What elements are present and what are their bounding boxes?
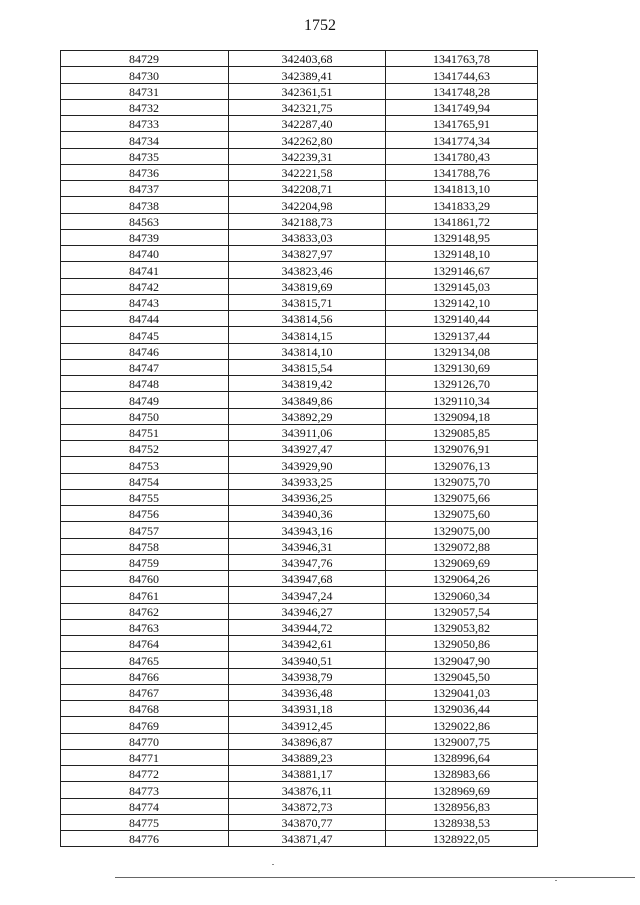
table-row [61, 684, 538, 700]
x-coordinate-cell: 343872,73 [229, 798, 386, 814]
table-row [61, 359, 538, 375]
point-id-cell: 84749 [61, 392, 229, 408]
table-row [61, 148, 538, 164]
y-coordinate-cell: 1329075,66 [386, 489, 538, 505]
y-coordinate-cell: 1329022,86 [386, 717, 538, 733]
table-row [61, 213, 538, 229]
x-coordinate-cell: 342287,40 [229, 116, 386, 132]
y-coordinate-cell: 1341748,28 [386, 83, 538, 99]
point-id-cell: 84563 [61, 213, 229, 229]
x-coordinate-cell: 343931,18 [229, 701, 386, 717]
table-row [61, 376, 538, 392]
x-coordinate-cell: 343938,79 [229, 668, 386, 684]
y-coordinate-cell: 1328983,66 [386, 766, 538, 782]
table-row [61, 489, 538, 505]
x-coordinate-cell: 343814,15 [229, 327, 386, 343]
point-id-cell: 84770 [61, 733, 229, 749]
point-id-cell: 84771 [61, 749, 229, 765]
x-coordinate-cell: 343871,47 [229, 831, 386, 847]
point-id-cell: 84768 [61, 701, 229, 717]
x-coordinate-cell: 342221,58 [229, 164, 386, 180]
point-id-cell: 84753 [61, 457, 229, 473]
point-id-cell: 84766 [61, 668, 229, 684]
point-id-cell: 84757 [61, 522, 229, 538]
point-id-cell: 84775 [61, 814, 229, 830]
y-coordinate-cell: 1329126,70 [386, 376, 538, 392]
table-row [61, 424, 538, 440]
page-number: 1752 [304, 17, 336, 34]
x-coordinate-cell: 342389,41 [229, 67, 386, 83]
x-coordinate-cell: 343819,42 [229, 376, 386, 392]
y-coordinate-cell: 1341774,34 [386, 132, 538, 148]
table-row [61, 83, 538, 99]
point-id-cell: 84751 [61, 424, 229, 440]
x-coordinate-cell: 343943,16 [229, 522, 386, 538]
point-id-cell: 84755 [61, 489, 229, 505]
point-id-cell: 84730 [61, 67, 229, 83]
y-coordinate-cell: 1329007,75 [386, 733, 538, 749]
x-coordinate-cell: 343911,06 [229, 424, 386, 440]
y-coordinate-cell: 1341744,63 [386, 67, 538, 83]
x-coordinate-cell: 343942,61 [229, 636, 386, 652]
x-coordinate-cell: 343814,56 [229, 311, 386, 327]
x-coordinate-cell: 342361,51 [229, 83, 386, 99]
table-row [61, 51, 538, 67]
table-row [61, 587, 538, 603]
y-coordinate-cell: 1328996,64 [386, 749, 538, 765]
point-id-cell: 84750 [61, 408, 229, 424]
table-row [61, 798, 538, 814]
y-coordinate-cell: 1341765,91 [386, 116, 538, 132]
y-coordinate-cell: 1329145,03 [386, 278, 538, 294]
y-coordinate-cell: 1329050,86 [386, 636, 538, 652]
point-id-cell: 84739 [61, 229, 229, 245]
table-row [61, 522, 538, 538]
table-row [61, 164, 538, 180]
y-coordinate-cell: 1329094,18 [386, 408, 538, 424]
table-row [61, 782, 538, 798]
x-coordinate-cell: 343896,87 [229, 733, 386, 749]
bottom-rule [115, 877, 635, 878]
x-coordinate-cell: 343947,76 [229, 554, 386, 570]
table-row [61, 603, 538, 619]
x-coordinate-cell: 343814,10 [229, 343, 386, 359]
table-row [61, 262, 538, 278]
point-id-cell: 84741 [61, 262, 229, 278]
point-id-cell: 84737 [61, 181, 229, 197]
point-id-cell: 84764 [61, 636, 229, 652]
x-coordinate-cell: 343927,47 [229, 441, 386, 457]
table-row [61, 831, 538, 847]
table-row [61, 473, 538, 489]
y-coordinate-cell: 1341833,29 [386, 197, 538, 213]
scan-speck [555, 880, 557, 881]
x-coordinate-cell: 342208,71 [229, 181, 386, 197]
x-coordinate-cell: 343876,11 [229, 782, 386, 798]
y-coordinate-cell: 1329060,34 [386, 587, 538, 603]
y-coordinate-cell: 1328956,83 [386, 798, 538, 814]
x-coordinate-cell: 343912,45 [229, 717, 386, 733]
x-coordinate-cell: 343870,77 [229, 814, 386, 830]
table-row [61, 749, 538, 765]
y-coordinate-cell: 1341788,76 [386, 164, 538, 180]
x-coordinate-cell: 342403,68 [229, 51, 386, 67]
point-id-cell: 84738 [61, 197, 229, 213]
point-id-cell: 84743 [61, 294, 229, 310]
x-coordinate-cell: 342321,75 [229, 99, 386, 115]
scan-speck [272, 864, 274, 865]
table-row [61, 278, 538, 294]
point-id-cell: 84754 [61, 473, 229, 489]
point-id-cell: 84734 [61, 132, 229, 148]
point-id-cell: 84761 [61, 587, 229, 603]
table-row [61, 408, 538, 424]
x-coordinate-cell: 343849,86 [229, 392, 386, 408]
y-coordinate-cell: 1341861,72 [386, 213, 538, 229]
x-coordinate-cell: 343946,31 [229, 538, 386, 554]
table-row [61, 294, 538, 310]
x-coordinate-cell: 343947,24 [229, 587, 386, 603]
y-coordinate-cell: 1329076,91 [386, 441, 538, 457]
table-row [61, 311, 538, 327]
table-row [61, 181, 538, 197]
y-coordinate-cell: 1328922,05 [386, 831, 538, 847]
x-coordinate-cell: 343940,36 [229, 506, 386, 522]
y-coordinate-cell: 1328969,69 [386, 782, 538, 798]
table-row [61, 441, 538, 457]
y-coordinate-cell: 1329069,69 [386, 554, 538, 570]
coordinates-table [60, 50, 538, 847]
y-coordinate-cell: 1329036,44 [386, 701, 538, 717]
table-row [61, 766, 538, 782]
y-coordinate-cell: 1329075,00 [386, 522, 538, 538]
point-id-cell: 84758 [61, 538, 229, 554]
point-id-cell: 84731 [61, 83, 229, 99]
point-id-cell: 84747 [61, 359, 229, 375]
x-coordinate-cell: 343889,23 [229, 749, 386, 765]
y-coordinate-cell: 1341780,43 [386, 148, 538, 164]
table-row [61, 571, 538, 587]
table-row [61, 717, 538, 733]
table-row [61, 668, 538, 684]
point-id-cell: 84752 [61, 441, 229, 457]
x-coordinate-cell: 343815,54 [229, 359, 386, 375]
y-coordinate-cell: 1329076,13 [386, 457, 538, 473]
point-id-cell: 84735 [61, 148, 229, 164]
x-coordinate-cell: 343823,46 [229, 262, 386, 278]
y-coordinate-cell: 1329075,70 [386, 473, 538, 489]
table-row [61, 116, 538, 132]
table-row [61, 538, 538, 554]
x-coordinate-cell: 342188,73 [229, 213, 386, 229]
y-coordinate-cell: 1329085,85 [386, 424, 538, 440]
point-id-cell: 84733 [61, 116, 229, 132]
x-coordinate-cell: 343815,71 [229, 294, 386, 310]
x-coordinate-cell: 343819,69 [229, 278, 386, 294]
x-coordinate-cell: 343947,68 [229, 571, 386, 587]
y-coordinate-cell: 1329146,67 [386, 262, 538, 278]
y-coordinate-cell: 1329140,44 [386, 311, 538, 327]
x-coordinate-cell: 342204,98 [229, 197, 386, 213]
table-row [61, 229, 538, 245]
y-coordinate-cell: 1329075,60 [386, 506, 538, 522]
x-coordinate-cell: 343929,90 [229, 457, 386, 473]
y-coordinate-cell: 1329072,88 [386, 538, 538, 554]
x-coordinate-cell: 343892,29 [229, 408, 386, 424]
point-id-cell: 84740 [61, 246, 229, 262]
point-id-cell: 84767 [61, 684, 229, 700]
y-coordinate-cell: 1341749,94 [386, 99, 538, 115]
point-id-cell: 84729 [61, 51, 229, 67]
y-coordinate-cell: 1329057,54 [386, 603, 538, 619]
x-coordinate-cell: 343827,97 [229, 246, 386, 262]
x-coordinate-cell: 342262,80 [229, 132, 386, 148]
point-id-cell: 84736 [61, 164, 229, 180]
table-row [61, 197, 538, 213]
x-coordinate-cell: 342239,31 [229, 148, 386, 164]
table-row [61, 814, 538, 830]
x-coordinate-cell: 343946,27 [229, 603, 386, 619]
x-coordinate-cell: 343936,25 [229, 489, 386, 505]
table-row [61, 246, 538, 262]
table-row [61, 457, 538, 473]
table-row [61, 701, 538, 717]
point-id-cell: 84748 [61, 376, 229, 392]
table-row [61, 652, 538, 668]
x-coordinate-cell: 343944,72 [229, 619, 386, 635]
y-coordinate-cell: 1329047,90 [386, 652, 538, 668]
table-row [61, 392, 538, 408]
y-coordinate-cell: 1341763,78 [386, 51, 538, 67]
point-id-cell: 84745 [61, 327, 229, 343]
y-coordinate-cell: 1329130,69 [386, 359, 538, 375]
y-coordinate-cell: 1329134,08 [386, 343, 538, 359]
point-id-cell: 84732 [61, 99, 229, 115]
point-id-cell: 84762 [61, 603, 229, 619]
table-row [61, 506, 538, 522]
point-id-cell: 84763 [61, 619, 229, 635]
point-id-cell: 84744 [61, 311, 229, 327]
point-id-cell: 84756 [61, 506, 229, 522]
x-coordinate-cell: 343881,17 [229, 766, 386, 782]
point-id-cell: 84765 [61, 652, 229, 668]
point-id-cell: 84769 [61, 717, 229, 733]
point-id-cell: 84773 [61, 782, 229, 798]
x-coordinate-cell: 343833,03 [229, 229, 386, 245]
y-coordinate-cell: 1329064,26 [386, 571, 538, 587]
y-coordinate-cell: 1329053,82 [386, 619, 538, 635]
y-coordinate-cell: 1329137,44 [386, 327, 538, 343]
y-coordinate-cell: 1341813,10 [386, 181, 538, 197]
table-row [61, 132, 538, 148]
table-row [61, 554, 538, 570]
x-coordinate-cell: 343936,48 [229, 684, 386, 700]
y-coordinate-cell: 1329148,10 [386, 246, 538, 262]
point-id-cell: 84774 [61, 798, 229, 814]
point-id-cell: 84742 [61, 278, 229, 294]
y-coordinate-cell: 1329142,10 [386, 294, 538, 310]
table-row [61, 343, 538, 359]
table-row [61, 99, 538, 115]
x-coordinate-cell: 343940,51 [229, 652, 386, 668]
y-coordinate-cell: 1329148,95 [386, 229, 538, 245]
point-id-cell: 84760 [61, 571, 229, 587]
y-coordinate-cell: 1329110,34 [386, 392, 538, 408]
table-row [61, 733, 538, 749]
y-coordinate-cell: 1329041,03 [386, 684, 538, 700]
point-id-cell: 84759 [61, 554, 229, 570]
table-row [61, 619, 538, 635]
point-id-cell: 84776 [61, 831, 229, 847]
x-coordinate-cell: 343933,25 [229, 473, 386, 489]
table-row [61, 636, 538, 652]
y-coordinate-cell: 1328938,53 [386, 814, 538, 830]
point-id-cell: 84772 [61, 766, 229, 782]
y-coordinate-cell: 1329045,50 [386, 668, 538, 684]
point-id-cell: 84746 [61, 343, 229, 359]
table-body [61, 51, 538, 847]
table-row [61, 67, 538, 83]
table-row [61, 327, 538, 343]
